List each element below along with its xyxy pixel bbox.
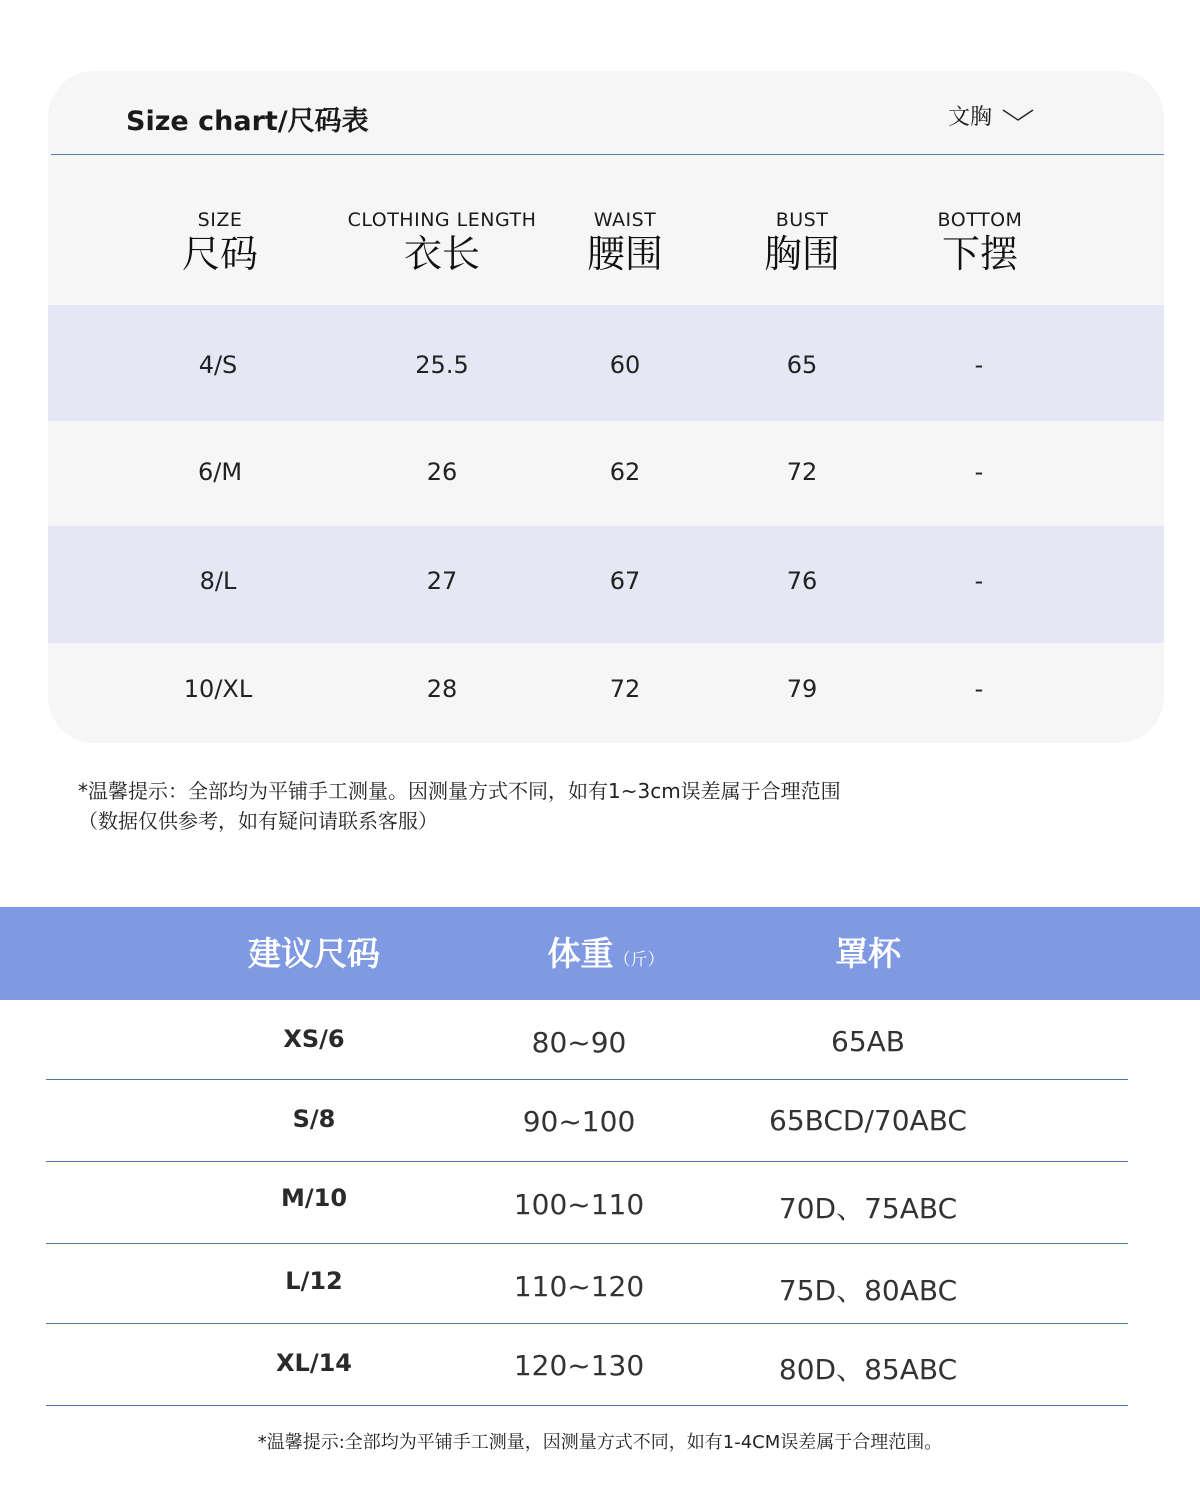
cell-bust: 76 xyxy=(786,567,818,595)
rec-size: M/10 xyxy=(280,1184,348,1212)
rec-weight: 100~110 xyxy=(513,1188,645,1221)
measurement-note xyxy=(78,776,841,836)
rec-size: XS/6 xyxy=(283,1025,345,1053)
col-header-zh: 胸围 xyxy=(763,232,840,276)
rec-size: XL/14 xyxy=(276,1349,352,1377)
cell-waist: 72 xyxy=(609,675,641,703)
rec-header-weight xyxy=(456,907,756,1000)
table-row xyxy=(48,305,1164,421)
table-row xyxy=(48,526,1164,643)
rec-size: L/12 xyxy=(285,1267,343,1295)
cell-clothing-length: 28 xyxy=(426,675,458,703)
cell-waist: 67 xyxy=(609,567,641,595)
cell-bottom: - xyxy=(974,567,984,595)
rec-cup: 75D、80ABC xyxy=(778,1274,958,1307)
col-header-bottom xyxy=(870,209,1090,277)
cell-bust: 79 xyxy=(786,675,818,703)
rec-weight: 110~120 xyxy=(513,1270,645,1303)
note-line-1: *温馨提示：全部均为平铺手工测量。因测量方式不同，如有1~3cm误差属于合理范围 xyxy=(78,779,841,803)
cell-size: 6/M xyxy=(197,458,243,486)
rec-cup: 80D、85ABC xyxy=(778,1353,958,1386)
row-divider xyxy=(46,1243,1128,1244)
cell-clothing-length: 27 xyxy=(426,567,458,595)
cell-bottom: - xyxy=(974,675,984,703)
cell-bust: 72 xyxy=(786,458,818,486)
rec-cup: 70D、75ABC xyxy=(778,1192,958,1225)
col-header-zh: 衣长 xyxy=(403,232,480,276)
footer-note: *温馨提示:全部均为平铺手工测量，因测量方式不同，如有1-4CM误差属于合理范围。 xyxy=(257,1432,943,1453)
chevron-down-icon xyxy=(1002,108,1034,122)
cell-bottom: - xyxy=(974,458,984,486)
row-divider xyxy=(46,1323,1128,1324)
rec-weight: 120~130 xyxy=(513,1349,645,1382)
category-dropdown-label: 文胸 xyxy=(948,104,993,130)
cell-size: 4/S xyxy=(198,351,238,379)
col-header-en: SIZE xyxy=(197,209,243,231)
row-divider xyxy=(46,1405,1128,1406)
recommendation-header xyxy=(0,907,1200,1000)
cell-clothing-length: 25.5 xyxy=(415,351,469,379)
cell-size: 8/L xyxy=(199,567,237,595)
rec-header-weight-unit: （斤） xyxy=(613,950,665,970)
table-row xyxy=(48,643,1164,743)
rec-weight: 90~100 xyxy=(522,1105,636,1138)
col-header-en: BUST xyxy=(775,209,829,231)
rec-cup: 65BCD/70ABC xyxy=(769,1104,967,1137)
rec-cup: 65AB xyxy=(831,1025,905,1058)
col-header-zh: 尺码 xyxy=(181,232,258,276)
cell-waist: 62 xyxy=(609,458,641,486)
rec-header-weight-label: 体重 xyxy=(547,934,614,973)
cell-waist: 60 xyxy=(609,351,641,379)
col-header-en: BOTTOM xyxy=(937,209,1023,231)
cell-bottom: - xyxy=(974,351,984,379)
col-header-zh: 腰围 xyxy=(586,232,663,276)
table-row xyxy=(48,421,1164,526)
cell-size: 10/XL xyxy=(183,675,253,703)
row-divider xyxy=(46,1161,1128,1162)
row-divider xyxy=(46,1079,1128,1080)
cell-bust: 65 xyxy=(786,351,818,379)
col-header-en: CLOTHING LENGTH xyxy=(347,209,537,231)
col-header-zh: 下摆 xyxy=(941,232,1018,276)
note-line-2: （数据仅供参考，如有疑问请联系客服） xyxy=(78,809,438,833)
category-dropdown[interactable] xyxy=(948,97,1034,133)
col-header-en: WAIST xyxy=(593,209,657,231)
rec-weight: 80~90 xyxy=(531,1026,627,1059)
rec-header-size: 建议尺码 xyxy=(248,934,380,973)
rec-size: S/8 xyxy=(292,1105,336,1133)
cell-clothing-length: 26 xyxy=(426,458,458,486)
rec-header-cup: 罩杯 xyxy=(835,934,901,973)
size-chart-card xyxy=(48,71,1164,743)
size-chart-title: Size chart/尺码表 xyxy=(126,106,369,137)
col-header-size xyxy=(110,209,330,277)
title-divider xyxy=(51,154,1164,155)
